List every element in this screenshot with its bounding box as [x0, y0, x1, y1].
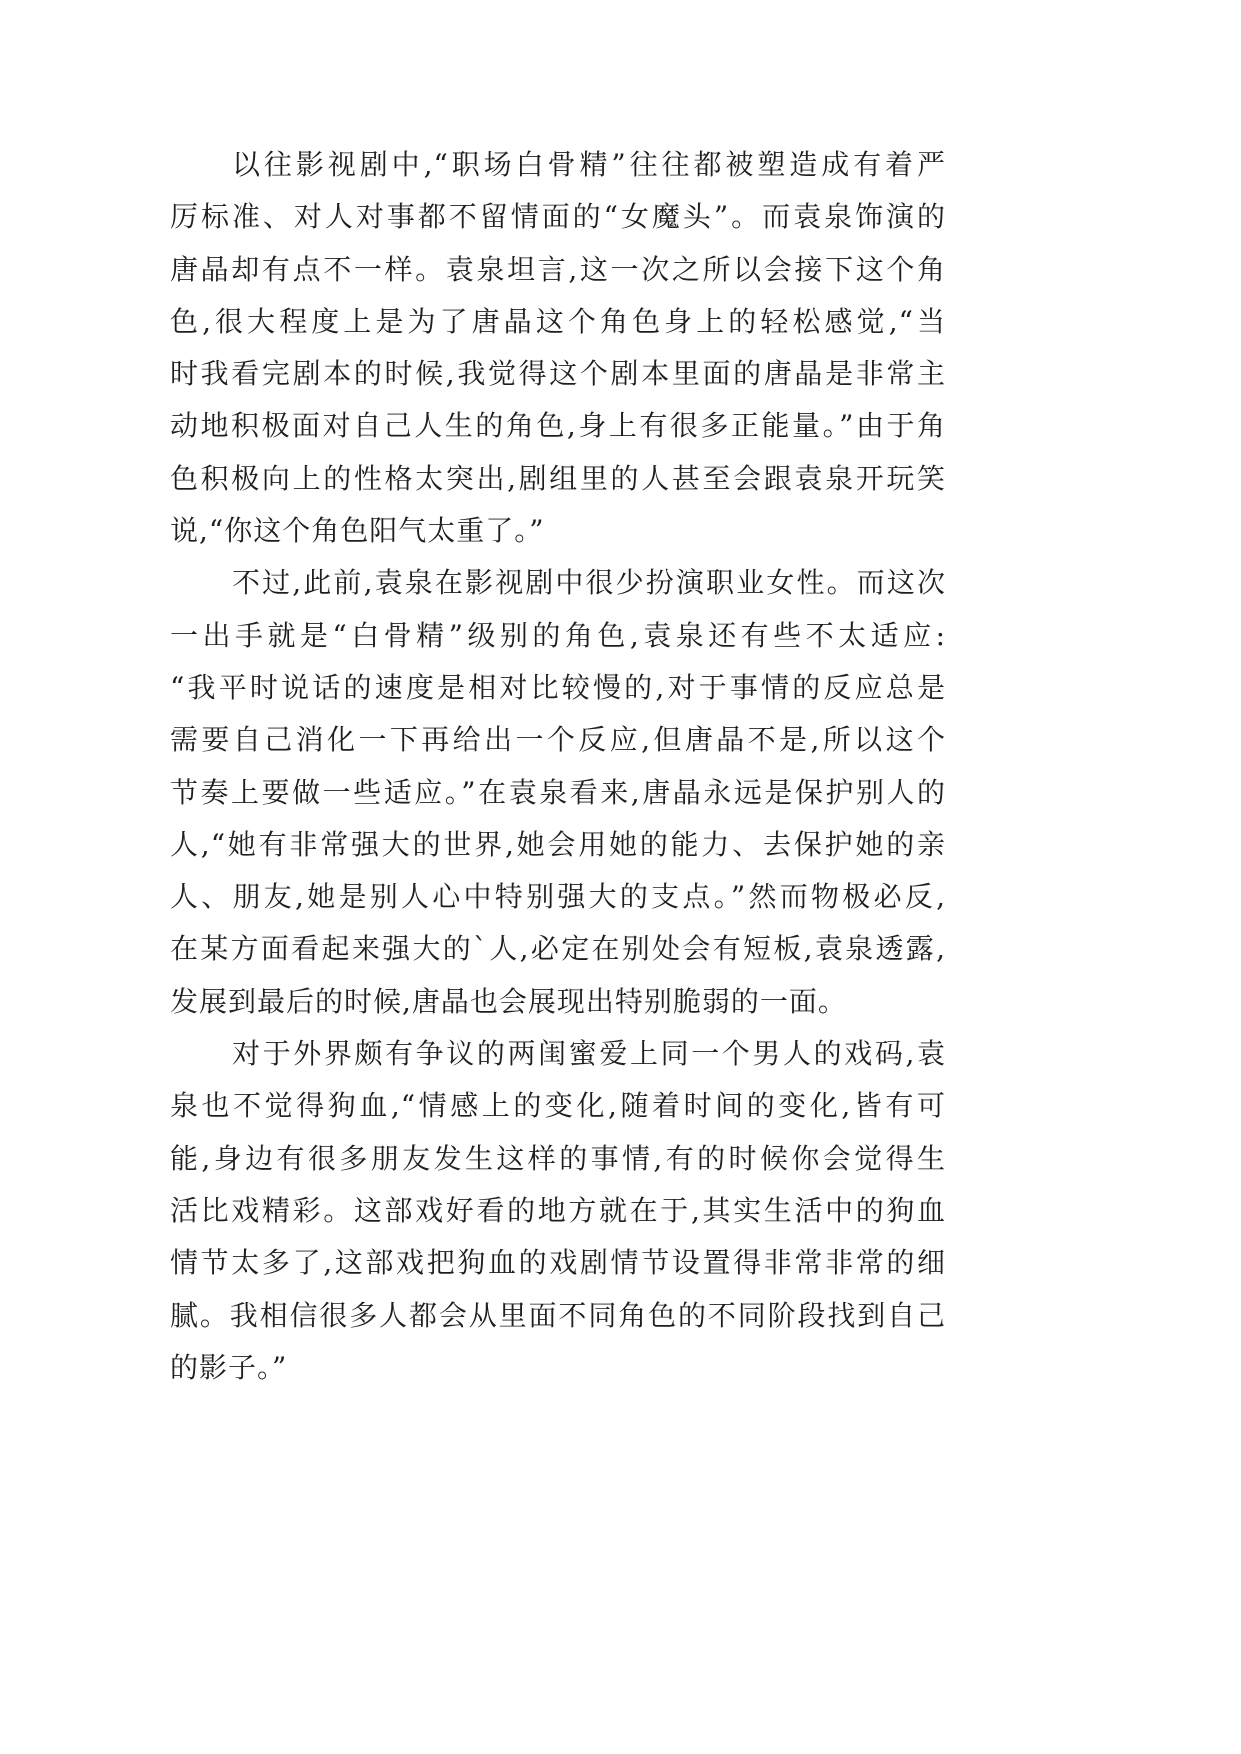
text-line: 泉也不觉得狗血,“情感上的变化,随着时间的变化,皆有可	[170, 1089, 946, 1123]
text-line: 动地积极面对自己人生的角色,身上有很多正能量。”由于角	[170, 409, 946, 443]
text-line: 情节太多了,这部戏把狗血的戏剧情节设置得非常非常的细	[170, 1246, 946, 1280]
text-line: 人、朋友,她是别人心中特别强大的支点。”然而物极必反,	[170, 880, 946, 914]
text-line: 需要自己消化一下再给出一个反应,但唐晶不是,所以这个	[170, 723, 946, 757]
paragraph-3	[170, 1028, 946, 1394]
text-line: 一出手就是“白骨精”级别的角色,袁泉还有些不太适应:	[170, 618, 946, 652]
text-line: 色,很大程度上是为了唐晶这个角色身上的轻松感觉,“当	[170, 304, 946, 338]
text-line: 腻。我相信很多人都会从里面不同角色的不同阶段找到自己	[170, 1298, 946, 1332]
text-line: 发展到最后的时候,唐晶也会展现出特别脆弱的一面。	[170, 984, 847, 1018]
text-line: 人,“她有非常强大的世界,她会用她的能力、去保护她的亲	[170, 827, 946, 861]
text-line: 能,身边有很多朋友发生这样的事情,有的时候你会觉得生	[170, 1141, 946, 1175]
text-line: 的影子。”	[170, 1350, 288, 1384]
text-line: 活比戏精彩。这部戏好看的地方就在于,其实生活中的狗血	[170, 1193, 946, 1227]
text-line: 对于外界颇有争议的两闺蜜爱上同一个男人的戏码,袁	[232, 1037, 946, 1071]
paragraph-2	[170, 557, 946, 1028]
text-line: 不过,此前,袁泉在影视剧中很少扮演职业女性。而这次	[232, 566, 946, 600]
text-line: 色积极向上的性格太突出,剧组里的人甚至会跟袁泉开玩笑	[170, 461, 946, 495]
text-line: 时我看完剧本的时候,我觉得这个剧本里面的唐晶是非常主	[170, 357, 946, 391]
text-line: 节奏上要做一些适应。”在袁泉看来,唐晶永远是保护别人的	[170, 775, 946, 809]
text-line: 厉标准、对人对事都不留情面的“女魔头”。而袁泉饰演的	[170, 200, 946, 234]
text-line: “我平时说话的速度是相对比较慢的,对于事情的反应总是	[170, 670, 946, 704]
text-line: 在某方面看起来强大的`人,必定在别处会有短板,袁泉透露,	[170, 932, 946, 966]
paragraph-1	[170, 139, 946, 557]
text-line: 说,“你这个角色阳气太重了。”	[170, 514, 545, 548]
text-line: 唐晶却有点不一样。袁泉坦言,这一次之所以会接下这个角	[170, 252, 946, 286]
article-body	[170, 139, 946, 1394]
text-line: 以往影视剧中,“职场白骨精”往往都被塑造成有着严	[232, 148, 946, 181]
